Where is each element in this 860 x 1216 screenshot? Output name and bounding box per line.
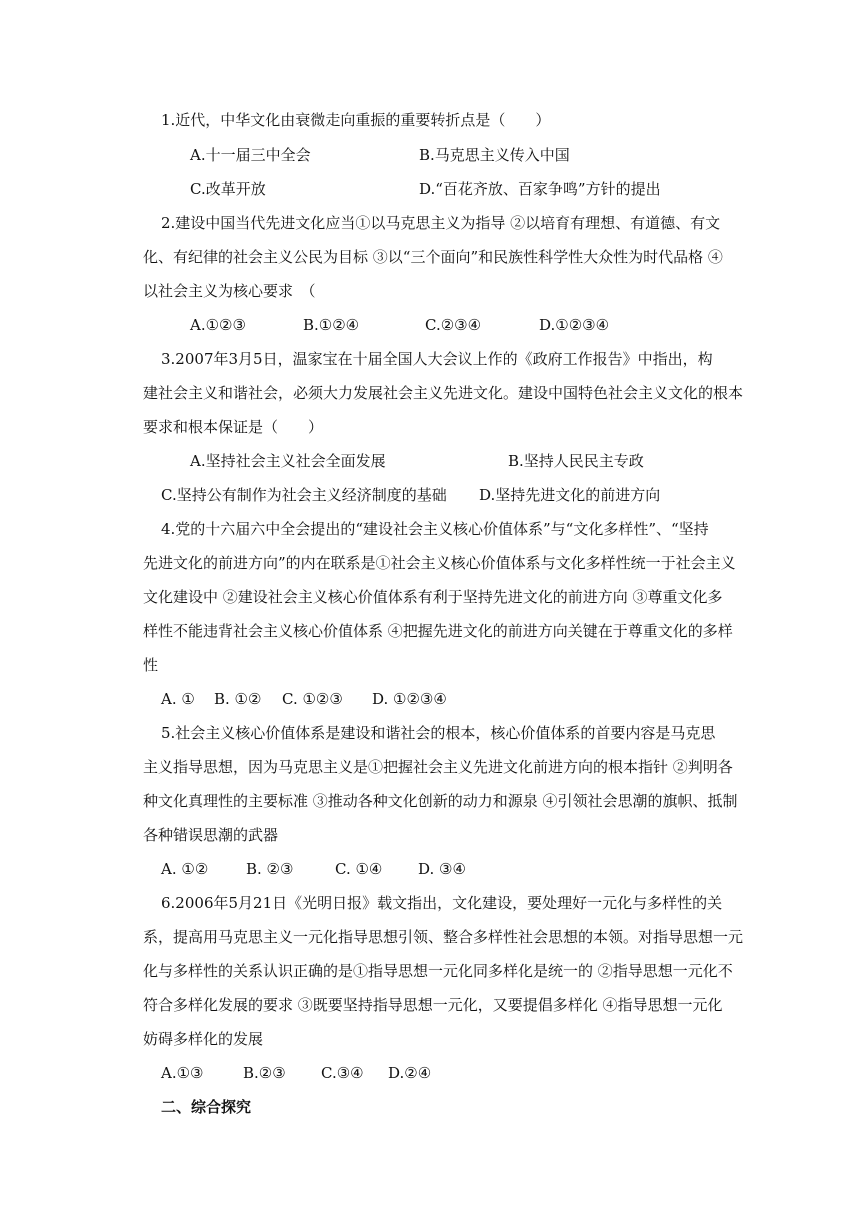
question-3-line-1: 3.2007年3月5日，温家宝在十届全国人大会议上作的《政府工作报告》中指出，构 [161, 350, 713, 368]
question-6-line-4: 符合多样化发展的要求 ③既要坚持指导思想一元化，又要提倡多样化 ④指导思想一元化 [143, 996, 723, 1014]
q2-option-c: C.②③④ [425, 316, 482, 334]
q4-option-b: B. ①② [214, 690, 262, 708]
question-5-line-1: 5.社会主义核心价值体系是建设和谐社会的根本，核心价值体系的首要内容是马克思 [161, 724, 716, 742]
q3-option-d: D.坚持先进文化的前进方向 [479, 486, 661, 504]
question-5-line-2: 主义指导思想，因为马克思主义是①把握社会主义先进文化前进方向的根本指针 ②判明各 [143, 758, 733, 776]
q6-option-c: C.③④ [321, 1064, 364, 1082]
q3-option-a: A.坚持社会主义社会全面发展 [190, 452, 386, 470]
q6-option-d: D.②④ [388, 1064, 432, 1082]
question-3-line-3: 要求和根本保证是（ ） [143, 418, 324, 436]
question-6-line-2: 系，提高用马克思主义一元化指导思想引领、整合多样性社会思想的本领。对指导思想一元 [143, 928, 744, 946]
q4-option-c: C. ①②③ [282, 690, 343, 708]
section-heading: 二、综合探究 [161, 1098, 252, 1116]
q1-option-b: B.马克思主义传入中国 [419, 146, 570, 164]
question-4-line-5: 性 [143, 656, 159, 674]
question-4-line-3: 文化建设中 ②建设社会主义核心价值体系有利于坚持先进文化的前进方向 ③尊重文化多 [143, 588, 723, 606]
q6-option-b: B.②③ [243, 1064, 286, 1082]
question-4-line-4: 样性不能违背社会主义核心价值体系 ④把握先进文化的前进方向关键在于尊重文化的多样 [143, 622, 733, 640]
q2-option-b: B.①②④ [303, 316, 360, 334]
q5-option-c: C. ①④ [335, 860, 383, 878]
question-3-line-2: 建社会主义和谐社会，必须大力发展社会主义先进文化。建设中国特色社会主义文化的根本 [143, 384, 744, 402]
q2-option-a: A.①②③ [190, 316, 246, 334]
question-1-stem: 1.近代，中华文化由衰微走向重振的重要转折点是（ ） [161, 111, 551, 129]
question-5-line-4: 各种错误思潮的武器 [143, 826, 279, 844]
question-4-line-2: 先进文化的前进方向”的内在联系是①社会主义核心价值体系与文化多样性统一于社会主义 [143, 554, 736, 572]
q1-option-d: D.“百花齐放、百家争鸣”方针的提出 [419, 180, 661, 198]
question-5-line-3: 种文化真理性的主要标准 ③推动各种文化创新的动力和源泉 ④引领社会思潮的旗帜、抵制 [143, 792, 738, 810]
question-2-line-1: 2.建设中国当代先进文化应当①以马克思主义为指导 ②以培育有理想、有道德、有文 [161, 214, 721, 232]
question-4-line-1: 4.党的十六届六中全会提出的“建设社会主义核心价值体系”与“文化多样性”、“坚持 [161, 520, 709, 538]
q5-option-a: A. ①② [161, 860, 209, 878]
q1-option-a: A.十一届三中全会 [190, 146, 311, 164]
question-2-line-3: 以社会主义为核心要求 （ [143, 282, 316, 300]
question-6-line-1: 6.2006年5月21日《光明日报》载文指出，文化建设，要处理好一元化与多样性的关 [161, 894, 723, 912]
q4-option-a: A. ① [161, 690, 195, 708]
q5-option-b: B. ②③ [246, 860, 294, 878]
q3-option-c: C.坚持公有制作为社会主义经济制度的基础 [161, 486, 447, 504]
q1-option-c: C.改革开放 [190, 180, 266, 198]
q4-option-d: D. ①②③④ [372, 690, 447, 708]
question-6-line-3: 化与多样性的关系认识正确的是①指导思想一元化同多样化是统一的 ②指导思想一元化不 [143, 962, 733, 980]
question-6-line-5: 妨碍多样化的发展 [143, 1030, 264, 1048]
question-2-line-2: 化、有纪律的社会主义公民为目标 ③以“三个面向”和民族性科学性大众性为时代品格 ④ [143, 248, 723, 266]
q2-option-d: D.①②③④ [539, 316, 610, 334]
q3-option-b: B.坚持人民民主专政 [508, 452, 644, 470]
q6-option-a: A.①③ [161, 1064, 204, 1082]
q5-option-d: D. ③④ [418, 860, 466, 878]
